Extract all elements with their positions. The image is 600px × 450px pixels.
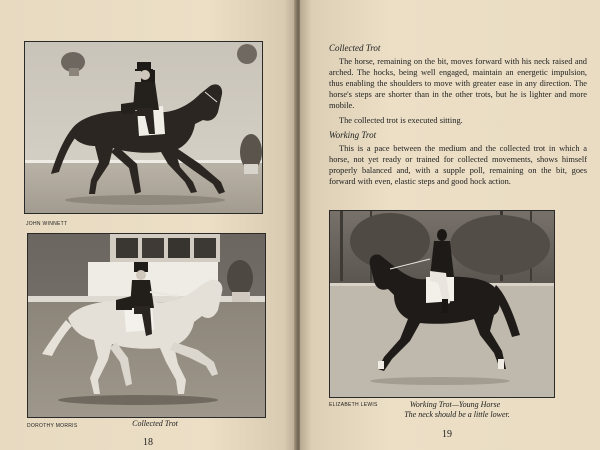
left-page <box>0 0 296 450</box>
caption-working-trot: Working Trot—Young Horse <box>409 400 501 409</box>
right-page <box>300 0 600 450</box>
paragraph: This is a pace between the medium and the collected trot in which a horse, not yet ready or trained for collected movements, shows himself properly balanced and, with a supple poll, remaining on the bit, goes forward with even, elastic steps and good hock action. <box>329 144 587 186</box>
paragraph: The collected trot is executed sitting. <box>339 116 463 125</box>
caption-working-trot-note: The neck should be a little lower. <box>404 410 510 419</box>
heading-working-trot: Working Trot <box>329 130 377 140</box>
caption-collected-trot: Collected Trot <box>132 419 178 428</box>
photo-credit-right: ELIZABETH LEWIS <box>329 402 378 408</box>
photo-credit-top: JOHN WINNETT <box>26 221 68 227</box>
photo-image <box>330 211 554 397</box>
photo-image <box>28 234 265 417</box>
page-number-right: 19 <box>442 429 452 440</box>
photo-credit-bottom: DOROTHY MORRIS <box>27 423 78 429</box>
photo-working-trot <box>329 210 555 398</box>
photo-collected-trot-grey-horse <box>27 233 266 418</box>
photo-image <box>25 42 262 213</box>
photo-collected-trot-dark-horse <box>24 41 263 214</box>
paragraph: The horse, remaining on the bit, moves forward with his neck raised and arched. The hocks, being well engaged, maintain an energetic impulsion, thus enabling the shoulders to move with greater ease in any direction. The horse's steps are shorter than in the other trots, but he is lighter and more mobile. <box>329 57 587 110</box>
page-number-left: 18 <box>143 437 153 448</box>
body-text <box>329 43 587 191</box>
heading-collected-trot: Collected Trot <box>329 43 381 53</box>
